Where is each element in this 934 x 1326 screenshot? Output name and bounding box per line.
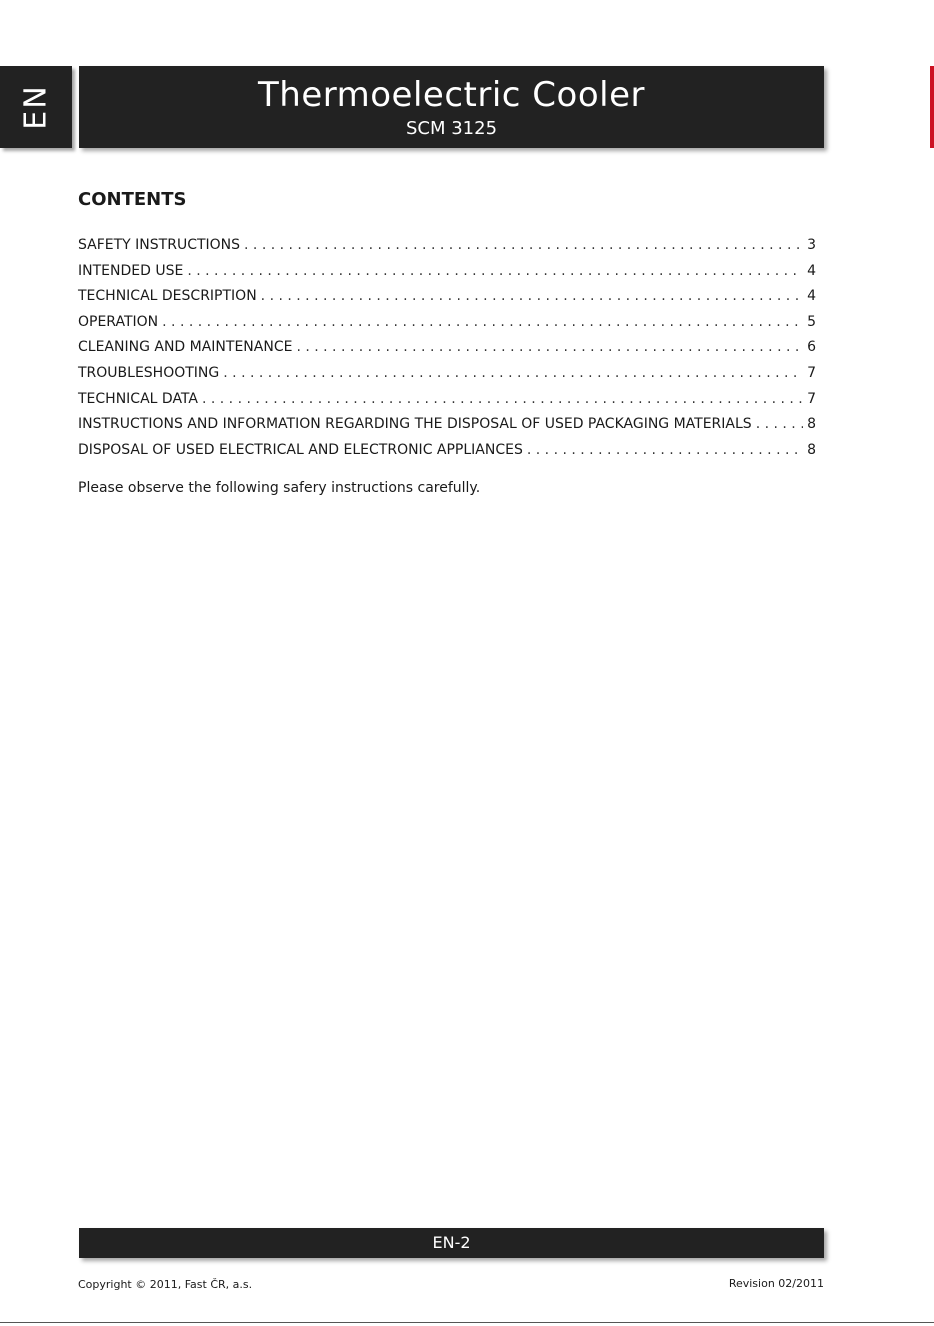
table-of-contents (78, 234, 816, 464)
toc-item[interactable] (78, 413, 816, 439)
toc-item-page: 6 (807, 339, 816, 356)
toc-leader-dots (244, 234, 803, 256)
edge-color-mark (930, 66, 934, 148)
contents-heading: CONTENTS (78, 189, 187, 210)
header-bar (79, 66, 824, 148)
toc-item-page: 4 (807, 288, 816, 305)
model-number: SCM 3125 (405, 118, 498, 139)
toc-item-page: 8 (807, 416, 816, 433)
toc-item[interactable] (78, 234, 816, 260)
page-number: EN-2 (432, 1233, 471, 1252)
language-label: EN (18, 84, 54, 130)
toc-item-page: 5 (807, 313, 816, 330)
toc-leader-dots (202, 388, 803, 410)
toc-item-page: 4 (807, 262, 816, 279)
toc-item-label: TECHNICAL DATA (78, 390, 198, 407)
toc-item-label: TECHNICAL DESCRIPTION (78, 288, 257, 305)
toc-leader-dots (223, 362, 803, 384)
toc-leader-dots (296, 336, 803, 358)
language-tab (0, 66, 72, 148)
toc-item-page: 8 (807, 441, 816, 458)
page-title: Thermoelectric Cooler (258, 75, 645, 115)
footer-bar (79, 1228, 824, 1258)
toc-item-label: OPERATION (78, 313, 159, 330)
copyright-text: Copyright © 2011, Fast ČR, a.s. (78, 1278, 253, 1291)
toc-item[interactable] (78, 260, 816, 286)
toc-item[interactable] (78, 311, 816, 337)
toc-leader-dots (756, 413, 803, 435)
toc-item-page: 3 (807, 237, 816, 253)
toc-item[interactable] (78, 439, 816, 465)
toc-item-label: DISPOSAL OF USED ELECTRICAL AND ELECTRONIC APPLIANCES (78, 441, 523, 458)
toc-leader-dots (261, 285, 803, 307)
toc-item-label: CLEANING AND MAINTENANCE (78, 339, 293, 356)
toc-item[interactable] (78, 285, 816, 311)
toc-leader-dots (162, 311, 803, 333)
toc-item-label: TROUBLESHOOTING (78, 364, 220, 381)
toc-leader-dots (187, 260, 803, 282)
toc-item[interactable] (78, 388, 816, 414)
intro-text: Please observe the following safery instructions carefully. (78, 480, 481, 496)
toc-item-label: INSTRUCTIONS AND INFORMATION REGARDING THE DISPOSAL OF USED PACKAGING MATERIALS (78, 416, 752, 433)
toc-item-page: 7 (807, 364, 816, 381)
toc-item[interactable] (78, 336, 816, 362)
toc-leader-dots (527, 439, 803, 461)
toc-item-page: 7 (807, 390, 816, 407)
page-bottom-divider (0, 1322, 934, 1323)
toc-item-label: INTENDED USE (78, 262, 184, 279)
toc-item[interactable] (78, 362, 816, 388)
toc-item-label: SAFETY INSTRUCTIONS (78, 237, 241, 253)
revision-text: Revision 02/2011 (728, 1277, 824, 1290)
